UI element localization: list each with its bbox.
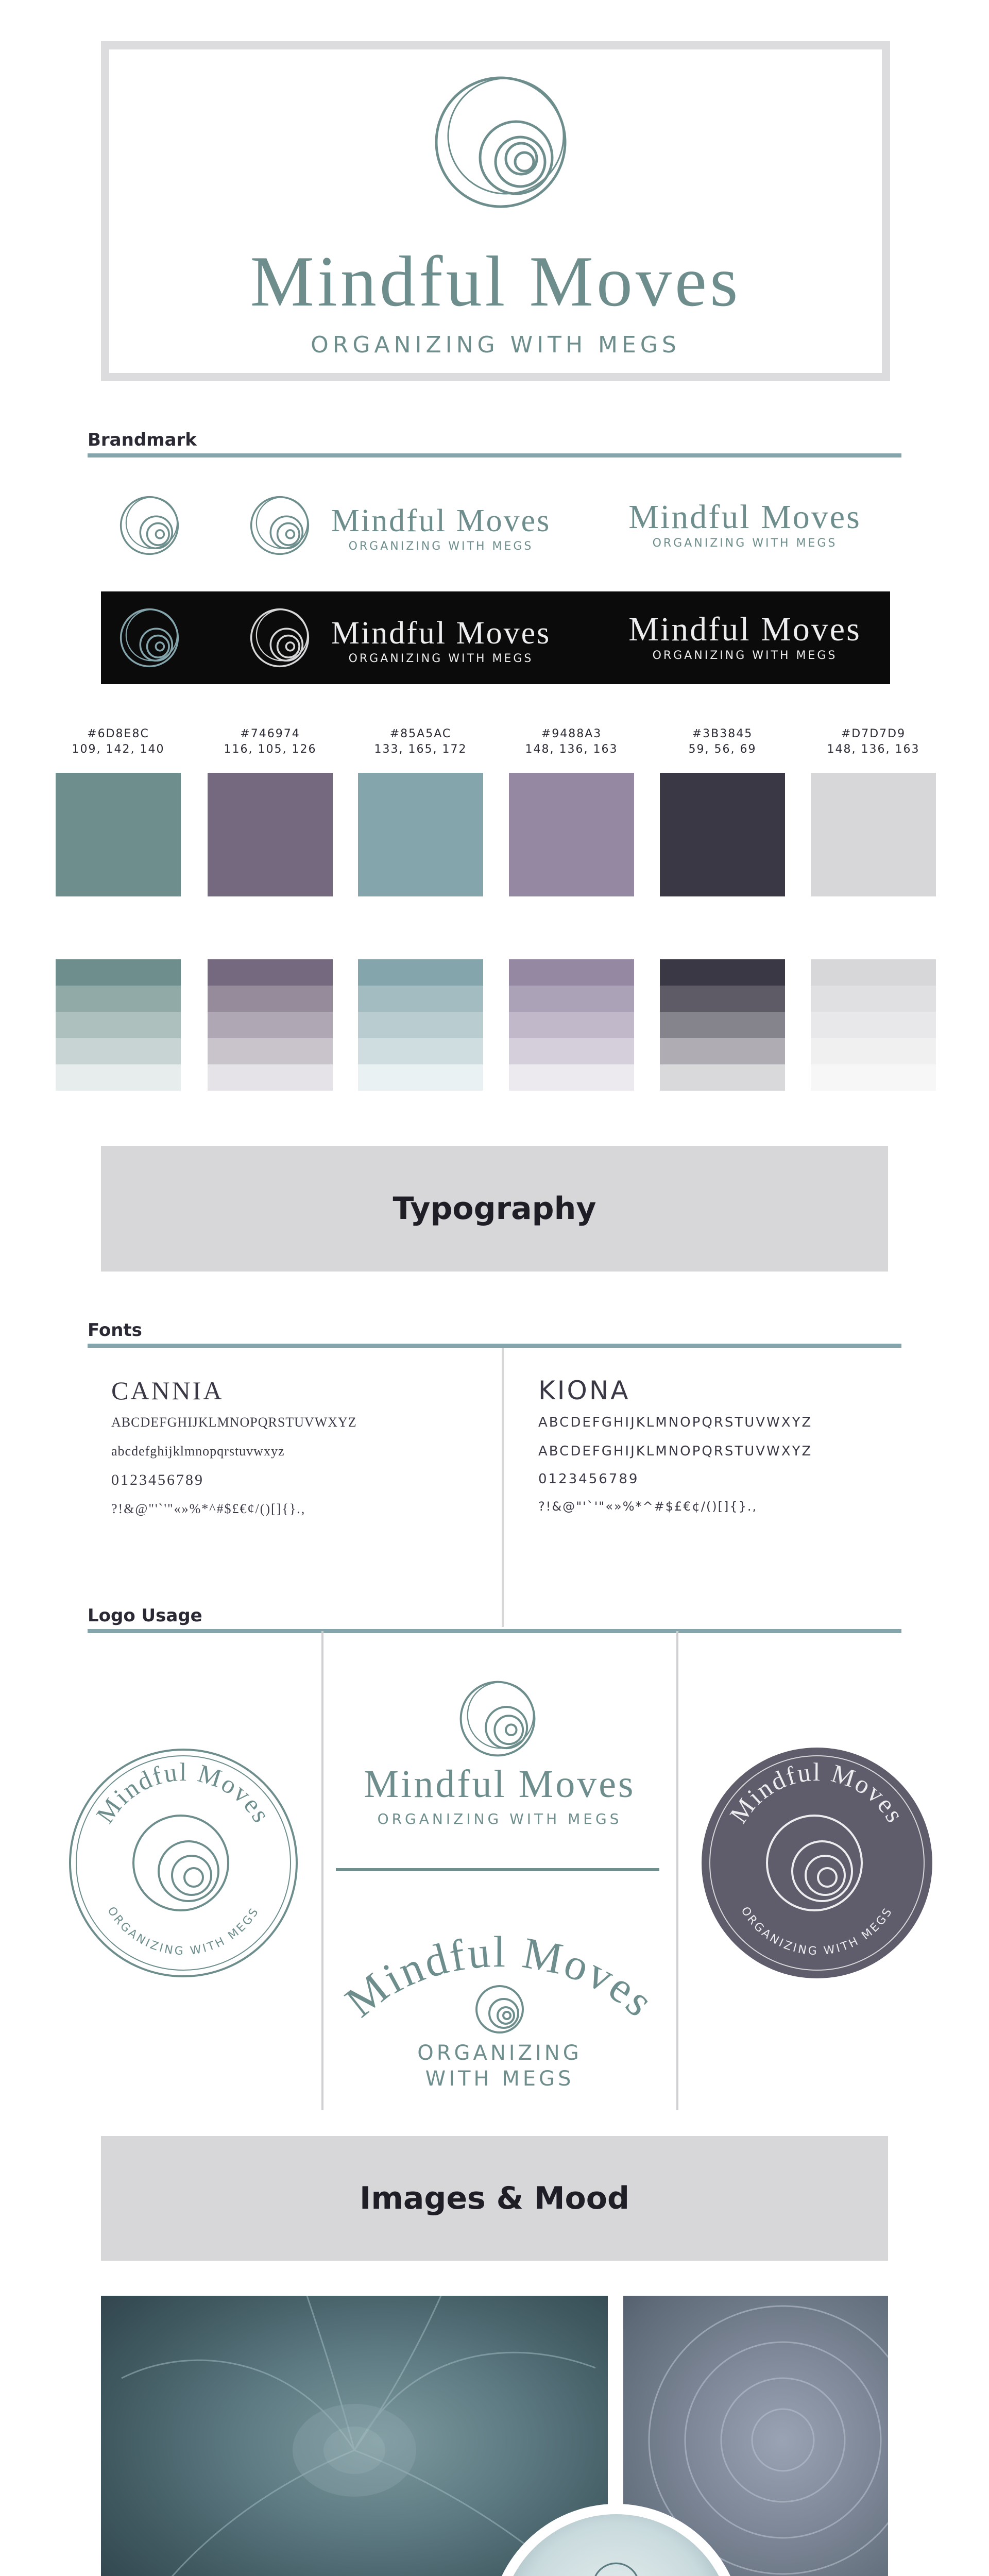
palette-tint (358, 1064, 483, 1091)
palette-tint (811, 959, 936, 986)
palette-color-3 (358, 726, 483, 757)
palette-color-4 (509, 726, 634, 757)
palette-tint (660, 959, 785, 986)
palette-hex: #D7D7D9 (841, 727, 906, 740)
hero-logo-tagline: ORGANIZING WITH MEGS (311, 332, 680, 358)
brandmark-combo-icon (248, 494, 312, 557)
palette-tint (509, 1012, 634, 1038)
palette-tint (509, 959, 634, 986)
palette-color-5 (660, 726, 785, 757)
mood-logo-icon (590, 2561, 642, 2576)
palette-tint (358, 1012, 483, 1038)
palette-tint (811, 1038, 936, 1064)
images-mood-banner: Images & Mood (101, 2136, 888, 2261)
font-sample-uppercase-2: ABCDEFGHIJKLMNOPQRSTUVWXYZ (538, 1444, 813, 1459)
usage-arched-name: Mindful Moves (336, 1927, 665, 2027)
badge-logo-dark (698, 1744, 935, 1981)
palette-rgb: 59, 56, 69 (688, 743, 757, 756)
mood-image-succulent-closeup (101, 2296, 608, 2576)
palette-tint (208, 1038, 333, 1064)
palette-tint (358, 986, 483, 1012)
brandmark-combo-icon-dark (248, 606, 312, 670)
palette-swatch (208, 773, 333, 896)
palette-tint (56, 1064, 181, 1091)
palette-tint (509, 1038, 634, 1064)
badge-arc-tagline: ORGANIZING WITH MEGS (105, 1904, 262, 1958)
palette-tint (509, 986, 634, 1012)
brandmark-wordmark-name: Mindful Moves (628, 498, 861, 536)
palette-tint (811, 986, 936, 1012)
palette-color-1 (56, 726, 181, 757)
palette-tint (56, 1012, 181, 1038)
palette-swatch (56, 773, 181, 896)
font-name: CANNIA (111, 1376, 224, 1405)
palette-tint (811, 1012, 936, 1038)
palette-color-6 (811, 726, 936, 757)
font-name: KIONA (538, 1376, 630, 1405)
palette-rgb: 148, 136, 163 (827, 743, 920, 756)
spiral-logo-icon (429, 70, 573, 214)
palette-hex: #85A5AC (389, 727, 452, 740)
font-sample-symbols: ?!&@"'`'"«»%*^#$£€¢/()[]{}., (538, 1499, 758, 1514)
fonts-heading: Fonts (88, 1316, 901, 1348)
palette-tint (660, 1038, 785, 1064)
typography-banner: Typography (101, 1146, 888, 1272)
palette-tints (509, 959, 634, 1091)
svg-text:Mindful Moves (336, 1927, 664, 2027)
usage-stacked-tagline: ORGANIZING WITH MEGS (377, 1810, 622, 1827)
logo-usage-heading: Logo Usage (88, 1601, 901, 1633)
palette-swatch (358, 773, 483, 896)
badge-dark-arc-tagline: ORGANIZING WITH MEGS (738, 1904, 896, 1958)
font-sample-symbols: ?!&@"'`'"«»%*^#$£€¢/()[]{}., (111, 1501, 306, 1516)
fonts-divider (502, 1348, 504, 1627)
palette-tint (56, 1038, 181, 1064)
hero-logo-name: Mindful Moves (250, 242, 741, 321)
palette-rgb: 133, 165, 172 (374, 743, 467, 756)
logo-usage-divider-right (676, 1631, 678, 2110)
usage-arched-tagline-line1: ORGANIZING (417, 2041, 582, 2065)
brandmark-icon-only (117, 494, 181, 557)
brandmark-wordmark-tagline-dark: ORGANIZING WITH MEGS (652, 649, 838, 662)
brandmark-icon-only-dark (117, 606, 181, 670)
palette-tint (208, 1064, 333, 1091)
palette-rgb: 109, 142, 140 (72, 743, 165, 756)
palette-tint (208, 986, 333, 1012)
font-sample-uppercase: ABCDEFGHIJKLMNOPQRSTUVWXYZ (111, 1415, 357, 1430)
usage-stacked-name: Mindful Moves (364, 1762, 636, 1806)
usage-arched-tagline-line2: WITH MEGS (425, 2067, 574, 2091)
palette-tints (358, 959, 483, 1091)
palette-hex: #6D8E8C (87, 727, 149, 740)
palette-tints (660, 959, 785, 1091)
brandmark-wordmark-tagline: ORGANIZING WITH MEGS (652, 537, 838, 550)
logo-usage-divider-left (321, 1631, 323, 2110)
brandmark-light-row (101, 479, 890, 572)
palette-tint (660, 1012, 785, 1038)
usage-center-rule (336, 1868, 659, 1871)
palette-tint (56, 959, 181, 986)
badge-logo-light (65, 1744, 302, 1981)
font-sample-lowercase: abcdefghijklmnopqrstuvwxyz (111, 1444, 285, 1459)
brandmark-combo-name: Mindful Moves (331, 503, 551, 538)
palette-tint (660, 1064, 785, 1091)
palette-tints (208, 959, 333, 1091)
font-sample-uppercase: ABCDEFGHIJKLMNOPQRSTUVWXYZ (538, 1415, 813, 1430)
brandmark-heading: Brandmark (88, 426, 901, 457)
palette-tint (56, 986, 181, 1012)
usage-stacked-icon (456, 1677, 539, 1760)
palette-swatch (811, 773, 936, 896)
color-palette (56, 726, 941, 1097)
palette-tints (811, 959, 936, 1091)
palette-tint (509, 1064, 634, 1091)
palette-hex: #746974 (240, 727, 300, 740)
brandmark-combo-name-dark: Mindful Moves (331, 616, 551, 651)
palette-tint (358, 1038, 483, 1064)
font-specimen-kiona (538, 1376, 899, 1514)
badge-dark-arc-name: Mindful Moves (724, 1757, 911, 1828)
brandmark-combo-tagline-dark: ORGANIZING WITH MEGS (348, 652, 534, 665)
palette-swatch (660, 773, 785, 896)
palette-tint (358, 959, 483, 986)
palette-swatch (509, 773, 634, 896)
palette-tint (208, 1012, 333, 1038)
usage-arched-tagline (335, 2040, 664, 2092)
palette-tints (56, 959, 181, 1091)
hero-logo-frame (101, 41, 890, 381)
palette-color-2 (208, 726, 333, 757)
badge-arc-name: Mindful Moves (90, 1757, 277, 1828)
font-sample-numbers: 0123456789 (111, 1471, 204, 1488)
palette-hex: #9488A3 (541, 727, 602, 740)
palette-rgb: 116, 105, 126 (224, 743, 317, 756)
font-sample-numbers: 0123456789 (538, 1471, 639, 1487)
brandmark-wordmark-name-dark: Mindful Moves (628, 611, 861, 648)
brandmark-combo-tagline: ORGANIZING WITH MEGS (348, 540, 534, 553)
font-specimen-cannia (111, 1376, 482, 1517)
palette-tint (660, 986, 785, 1012)
palette-rgb: 148, 136, 163 (525, 743, 618, 756)
palette-hex: #3B3845 (692, 727, 753, 740)
brandmark-dark-row (101, 591, 890, 684)
palette-tint (811, 1064, 936, 1091)
palette-tint (208, 959, 333, 986)
